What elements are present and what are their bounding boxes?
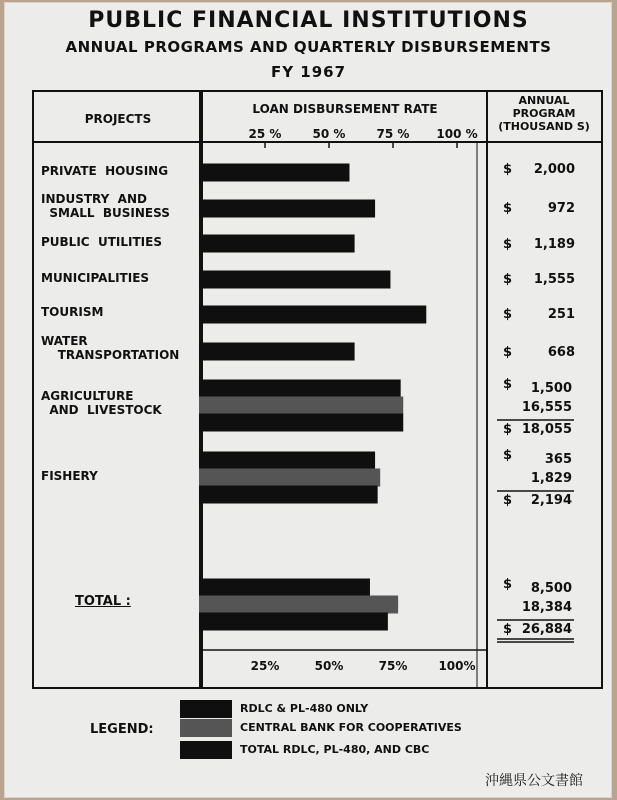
annual-amount-cbc: 16,555 [521, 400, 572, 415]
x-tick-label-bottom: 25% [250, 659, 280, 673]
x-tick-label-top: 100 % [436, 127, 478, 141]
project-label: TOTAL : [75, 594, 131, 609]
bar-6-1 [199, 397, 403, 415]
annual-header-line3: (THOUSAND S) [498, 120, 590, 133]
project-label: FISHERY [41, 469, 98, 483]
x-tick-label-bottom: 50% [314, 659, 344, 673]
legend-label: TOTAL RDLC, PL-480, AND CBC [240, 743, 430, 756]
bar-7-1 [199, 469, 380, 487]
bar-6-0 [199, 380, 401, 398]
annual-amount: 1,555 [533, 272, 575, 287]
legend-swatch-0 [180, 700, 232, 718]
x-tick-label-top: 50 % [312, 127, 346, 141]
legend-title: LEGEND: [90, 722, 154, 737]
project-label: AGRICULTURE AND LIVESTOCK [41, 389, 162, 417]
bar-3-0 [199, 271, 390, 289]
project-label: TOURISM [41, 305, 104, 319]
annual-amount: 668 [547, 345, 575, 360]
project-label: PUBLIC UTILITIES [41, 235, 162, 249]
project-label: INDUSTRY AND SMALL BUSINESS [41, 192, 170, 220]
legend-swatches [180, 700, 232, 759]
annual-amount: 972 [547, 201, 575, 216]
bar-1-0 [199, 200, 375, 218]
bar-5-0 [199, 343, 355, 361]
fiscal-year-label: FY 1967 [270, 63, 347, 81]
x-tick-label-top: 75 % [376, 127, 410, 141]
currency-sign: $ [503, 307, 513, 322]
rate-column-header: LOAN DISBURSEMENT RATE [252, 102, 438, 116]
project-label: MUNICIPALITIES [41, 271, 150, 285]
legend-swatch-1 [180, 719, 232, 737]
legend-swatch-2 [180, 741, 232, 759]
x-tick-label-top: 25 % [248, 127, 282, 141]
annual-amount-total: 26,884 [521, 622, 572, 637]
currency-sign: $ [503, 377, 513, 392]
legend-label: CENTRAL BANK FOR COOPERATIVES [240, 721, 462, 734]
annual-amount-rdlc: 365 [544, 452, 572, 467]
chart-subtitle: ANNUAL PROGRAMS AND QUARTERLY DISBURSEMENTS [65, 38, 552, 56]
currency-sign: $ [503, 448, 513, 463]
annual-amount-total: 18,055 [521, 422, 572, 437]
annual-amount-rdlc: 8,500 [530, 581, 572, 596]
bar-2-0 [199, 235, 355, 253]
annual-header-line1: ANNUAL [518, 94, 570, 107]
bar-0-0 [199, 164, 349, 182]
annual-amount-total: 2,194 [530, 493, 572, 508]
annual-amount: 1,189 [533, 237, 575, 252]
bar-8-1 [199, 596, 398, 614]
bar-6-2 [199, 414, 403, 432]
archive-watermark: 沖縄県公文書館 [485, 773, 583, 789]
bar-7-2 [199, 486, 378, 504]
currency-sign: $ [503, 272, 513, 287]
bar-7-0 [199, 452, 375, 470]
x-tick-label-bottom: 100% [438, 659, 476, 673]
currency-sign: $ [503, 622, 513, 637]
currency-sign: $ [503, 201, 513, 216]
bar-4-0 [199, 306, 426, 324]
chart-title: PUBLIC FINANCIAL INSTITUTIONS [88, 8, 529, 33]
project-label: PRIVATE HOUSING [41, 164, 169, 178]
annual-amount: 251 [547, 307, 575, 322]
currency-sign: $ [503, 493, 513, 508]
bar-8-2 [199, 613, 388, 631]
annual-amount: 2,000 [533, 162, 575, 177]
annual-header-line2: PROGRAM [512, 107, 576, 120]
currency-sign: $ [503, 162, 513, 177]
project-label: WATER TRANSPORTATION [41, 334, 180, 362]
currency-sign: $ [503, 577, 513, 592]
annual-amount-cbc: 18,384 [521, 600, 572, 615]
projects-column-header: PROJECTS [84, 112, 152, 126]
currency-sign: $ [503, 345, 513, 360]
legend-label: RDLC & PL-480 ONLY [240, 702, 369, 715]
annual-amount-cbc: 1,829 [530, 471, 572, 486]
bars-group [199, 164, 426, 631]
currency-sign: $ [503, 237, 513, 252]
bar-8-0 [199, 579, 370, 597]
annual-amount-rdlc: 1,500 [530, 381, 572, 396]
currency-sign: $ [503, 422, 513, 437]
x-tick-label-bottom: 75% [378, 659, 408, 673]
